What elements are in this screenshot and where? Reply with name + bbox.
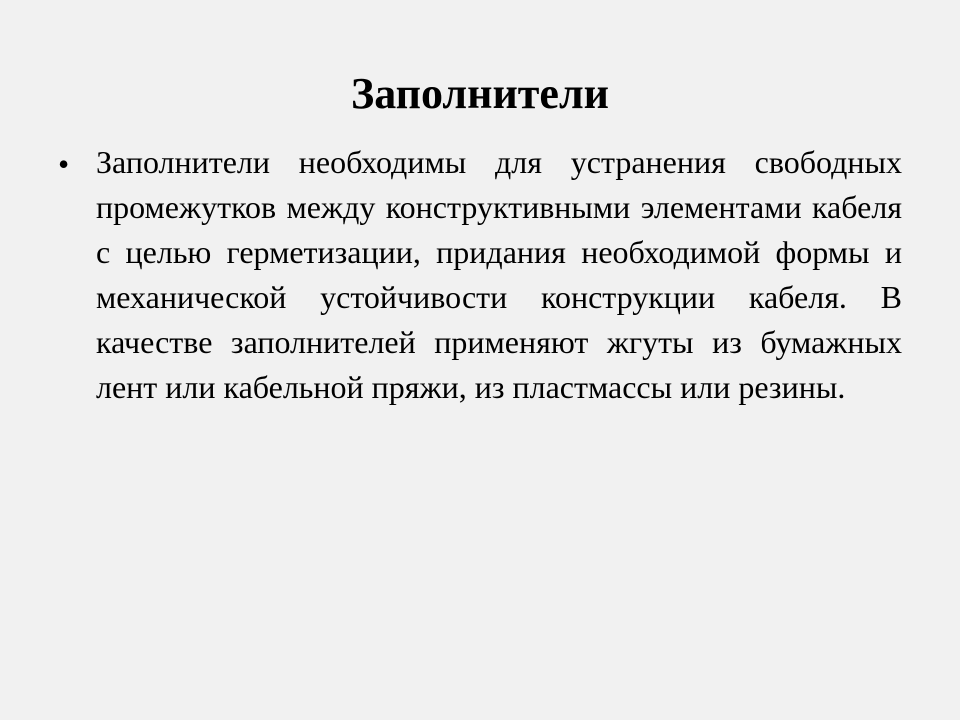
bullet-item	[58, 140, 902, 410]
bullet-list	[58, 140, 902, 410]
bullet-text: Заполнители необходимы для устранения свободных промежутков между конструктивными элементами кабеля с целью герметизации, придания необходимой формы и механической устойчивости конструкции кабеля. В качестве заполнителей применяют жгуты из бумажных лент или кабельной пряжи, из пластмассы или резины.	[96, 144, 902, 405]
slide-title: Заполнители	[351, 69, 609, 118]
bullet-dot-icon: •	[58, 146, 70, 182]
